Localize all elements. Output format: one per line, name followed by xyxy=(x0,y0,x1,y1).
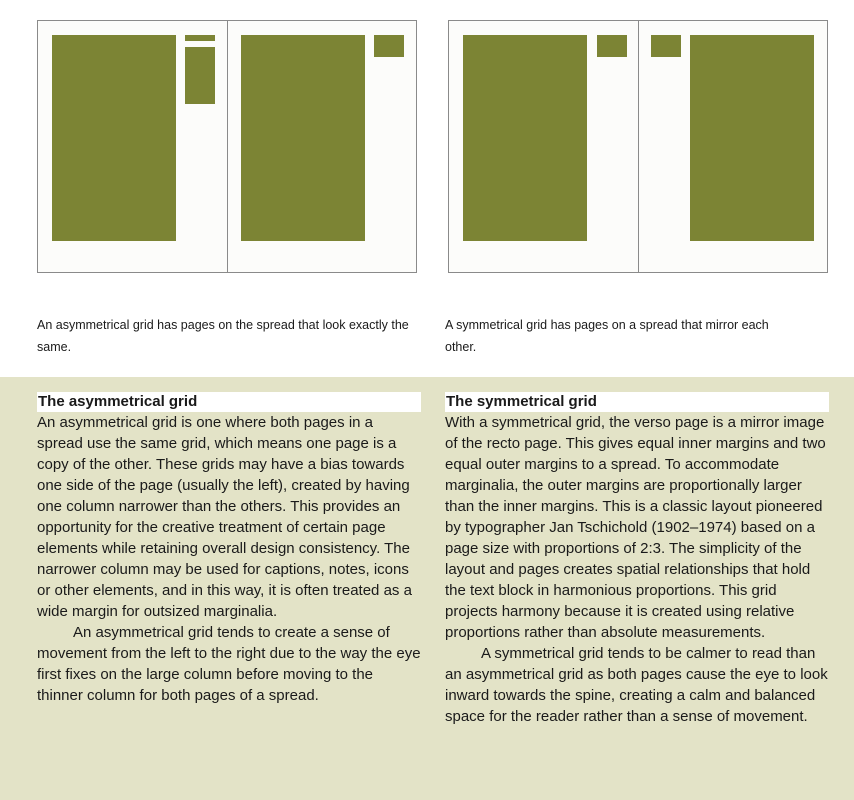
narrow-column-block xyxy=(374,35,404,57)
narrow-column-block xyxy=(185,47,215,104)
spread-spine xyxy=(227,21,228,272)
asymmetrical-heading: The asymmetrical grid xyxy=(37,392,421,412)
asymmetrical-paragraph: An asymmetrical grid is one where both pages in a spread use the same grid, which means one page is a copy of the other. These grids may have a bias towards one side of the page (usually the left), created by having one column narrower than the others. This provides an opportunity for the creative treatment of certain page elements while retaining overall design consistency. The narrower column may be used for captions, notes, icons or other elements, and in this way, it is often treated as a wide margin for outsized marginalia. xyxy=(37,414,412,620)
symmetrical-paragraph: A symmetrical grid tends to be calmer to read than an asymmetrical grid as both pages cause the eye to look inward towards the spine, creating a calm and balanced space for the reader rather than a sense of movement. xyxy=(445,645,828,725)
asymmetrical-spread-diagram xyxy=(37,20,417,273)
symmetrical-spread-diagram xyxy=(448,20,828,273)
asymmetrical-section xyxy=(37,392,421,706)
text-column-block xyxy=(52,35,176,241)
text-column-block xyxy=(690,35,814,241)
spread-spine xyxy=(638,21,639,272)
symmetrical-section xyxy=(445,392,829,727)
margin-block xyxy=(597,35,627,57)
text-column-block xyxy=(241,35,365,241)
symmetrical-caption: A symmetrical grid has pages on a spread that mirror each other. xyxy=(445,318,769,354)
symmetrical-paragraph: With a symmetrical grid, the verso page is a mirror image of the recto page. This gives equal inner margins and two equal outer margins to a spread. To accommodate marginalia, the outer margins are proportionally larger than the inner margins. This is a classic layout pioneered by typographer Jan Tschichold (1902–1974) based on a page size with proportions of 2:3. The simplicity of the layout and pages creates spatial relationships that hold the text block in harmonious proportions. This grid projects harmony because it is created using relative proportions rather than absolute measurements. xyxy=(445,414,826,641)
asymmetrical-paragraph: An asymmetrical grid tends to create a sense of movement from the left to the right due to the way the eye first fixes on the large column before moving to the thinner column for both pages of a spread. xyxy=(37,624,421,704)
body-text-panel xyxy=(0,377,854,800)
narrow-column-header-block xyxy=(185,35,215,41)
asymmetrical-caption: An asymmetrical grid has pages on the spread that look exactly the same. xyxy=(37,318,409,354)
text-column-block xyxy=(463,35,587,241)
symmetrical-heading: The symmetrical grid xyxy=(445,392,829,412)
margin-block xyxy=(651,35,681,57)
